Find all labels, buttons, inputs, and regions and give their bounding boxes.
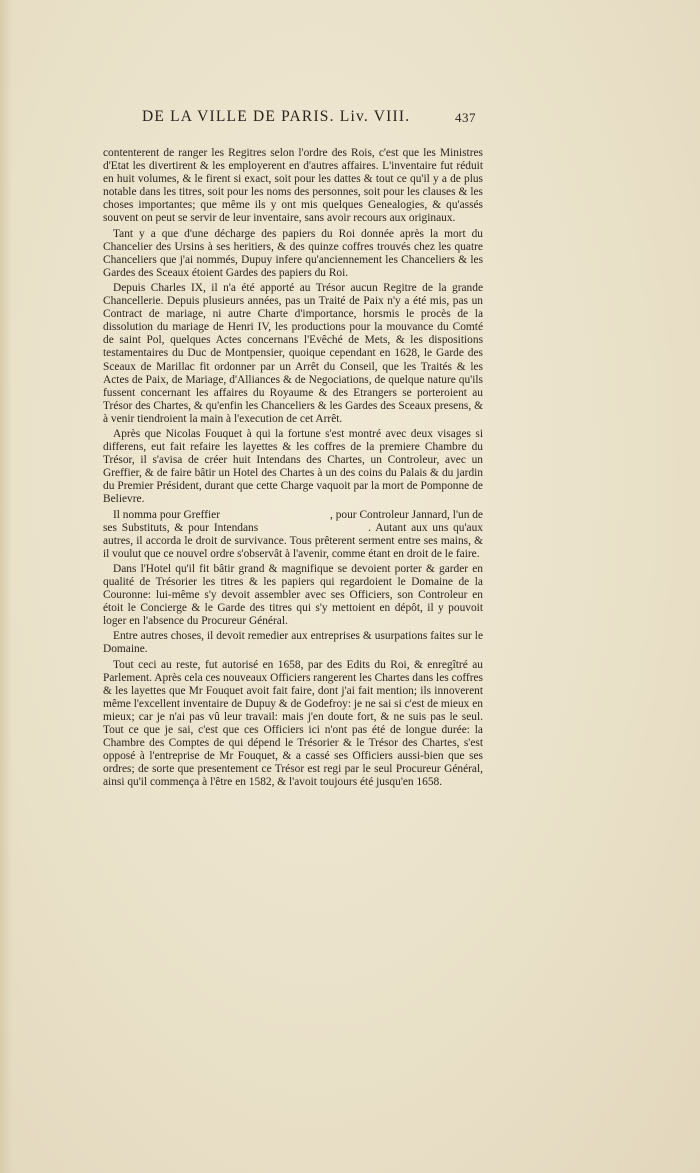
paragraph: Entre autres choses, il devoit remedier aux entreprises & usurpations faites sur le Domaine.	[103, 630, 483, 656]
page-number: 437	[455, 110, 476, 125]
greffier-line2-left: l'un de ses Substituts, & pour Intendans	[103, 508, 483, 534]
paragraph: Dans l'Hotel qu'il fit bâtir grand & magnifique se devoient porter & garder en qualité de Trésorier les titres & les papiers qui regardoient le Domaine de la Couronne: lui-même s'y devoit assembler avec ses Officiers, son Controleur en étoit le Concierge & le Garde des titres qui s'y mettoient en dépôt, il y pouvoit loger en l'absence du Procureur Général.	[103, 562, 483, 628]
greffier-line1-right: , pour Controleur Jannard,	[330, 508, 450, 521]
greffier-rest: uns qu'aux autres, il accorda le droit de survivance. Tous prêterent serment entre ses mains, & il voulut que ce nouvel ordre s'observât à l'avenir, comme étant en droit de le faire.	[103, 521, 483, 560]
running-head: DE LA VILLE DE PARIS. Liv. VIII.	[142, 108, 411, 125]
paragraph: Tout ceci au reste, fut autorisé en 1658, par des Edits du Roi, & enregîtré au Parlement. Après cela ces nouveaux Officiers rangerent les Chartes dans les coffres & les layettes que Mr Fouquet avoit fait faire, dont j'ai fait mention; ils innoverent même l'excellent inventaire de Dupuy & de Godefroy: je ne sai si c'est de mieux en mieux; car je n'ai pas vû leur travail: mais j'en doute fort, & ne suis pas le seul. Tout ce que je sai, c'est que ces Officiers ici n'ont pas été de longue durée: la Chambre des Comptes de qui dépend le Trésorier & le Trésor des Chartes, s'est opposé à l'entreprise de Mr Fouquet, & a cassé ses Officiers aussi-bien que ses ordres; de sorte que presentement ce Trésor est regi par le seul Procureur Général, ainsi qu'il commença à l'être en 1582, & l'avoit toujours été jusqu'en 1658.	[103, 658, 483, 789]
page-edge-shadow	[0, 0, 12, 1173]
paragraph: Tant y a que d'une décharge des papiers du Roi donnée après la mort du Chancelier des Ursins à ses heritiers, & des quinze coffres trouvés chez les quatre Chanceliers que j'ai nommés, Dupuy infere qu'anciennement les Chanceliers & les Gardes des Sceaux étoient Gardes des papiers du Roi.	[103, 227, 483, 279]
paragraph: Depuis Charles IX, il n'a été apporté au Trésor aucun Regitre de la grande Chancellerie. Depuis plusieurs années, pas un Traité de Paix n'y a été mis, pas un Contract de mariage, ni autre Charte d'importance, horsmis le procès de la dissolution du mariage de Henri IV, les productions pour la mouvance du Comté de saint Pol, quelques Actes concernans l'Evêché de Mets, & les dispositions testamentaires du Duc de Montpensier, quoique cependant en 1628, le Garde des Sceaux de Marillac fit ordonner par un Arrêt du Conseil, que les Traités & les Actes de Paix, de Mariage, d'Alliances & de Negociations, de quelque nature qu'ils fussent concernant les affaires du Royaume & des Etrangers se porteroient au Trésor des Chartes, & qu'enfin les Chanceliers & les Gardes des Sceaux presens, & à venir tiendroient la main à l'execution de cet Arrêt.	[103, 281, 483, 425]
paragraph: contenterent de ranger les Regitres selon l'ordre des Rois, c'est que les Ministres d'Etat les divertirent & les employerent en d'autres affaires. L'inventaire fut réduit en huit volumes, & le firent si exact, soit pour les dattes & tout ce qu'il y a de plus notable dans les titres, soit pour les noms des personnes, soit pour les clauses & les choses importantes; que même ils y ont mis quelques Genealogies, & qu'assés souvent on peut se servir de leur inventaire, sans avoir recours aux originaux.	[103, 147, 483, 225]
greffier-line1-left: Il nomma pour Greffier	[113, 508, 221, 521]
body-text	[103, 147, 483, 792]
paragraph: Après que Nicolas Fouquet à qui la fortune s'est montré avec deux visages si differens, eut fait refaire les layettes & les coffres de la premiere Chambre du Trésor, il s'avisa de créer huit Intendans des Chartes, un Controleur, avec un Greffier, & de faire bâtir un Hotel des Chartes à un des coins du Palais & du jardin du Premier Président, durant que cette Charge vaquoit par la mort de Pomponne de Believre.	[103, 427, 483, 506]
greffier-paragraph	[103, 509, 483, 561]
page-header	[125, 106, 490, 132]
greffier-line2-right: . Autant aux	[368, 521, 428, 534]
